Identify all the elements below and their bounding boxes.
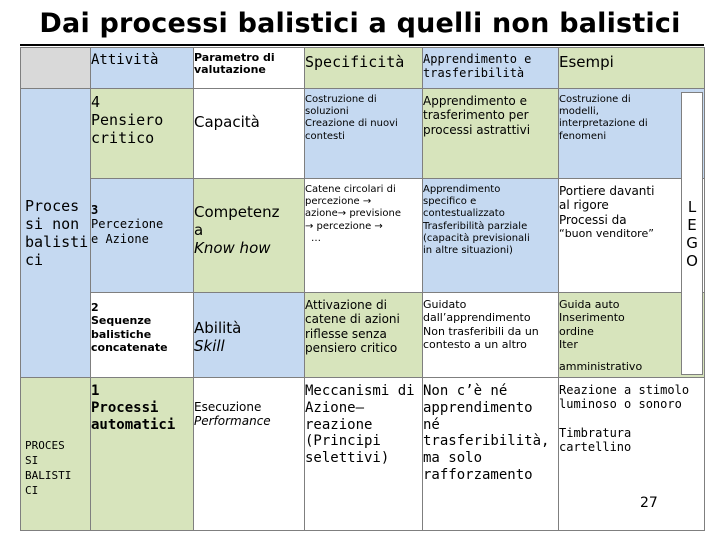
cell-line: Creazione di nuovi	[305, 118, 398, 130]
cell-line: reazione	[305, 416, 373, 433]
cell-line: cartellino	[559, 440, 632, 455]
cell-line	[559, 412, 704, 426]
cell-specificita	[305, 179, 423, 293]
cell-line: interpretazione di	[559, 118, 648, 130]
category-line: ci	[25, 251, 44, 269]
cell-line: Reazione a stimolo	[559, 383, 690, 397]
header-row	[21, 48, 705, 89]
cell-line: Apprendimento e	[423, 94, 527, 108]
category-line: PROCES	[25, 439, 65, 453]
cell-line: Portiere davanti	[559, 184, 655, 198]
cell-line: a	[194, 221, 204, 239]
cell-line: modelli,	[559, 106, 599, 118]
cell-line: in altre situazioni)	[423, 244, 513, 256]
cell-apprendimento	[423, 378, 559, 531]
cell-line: Percezione	[91, 217, 164, 232]
lego-letter: E	[687, 215, 697, 234]
cell-line: Abilità	[194, 319, 242, 337]
cell-line: Catene circolari di	[305, 184, 396, 195]
header-specificita-label: Specificità	[305, 53, 405, 71]
cell-line: critico	[91, 129, 155, 147]
cell-line: contestualizzato	[423, 208, 505, 220]
category-line: CI	[25, 483, 39, 497]
category-line: BALISTI	[25, 469, 72, 482]
cell-line: riflesse senza	[305, 326, 387, 341]
cell-line: rafforzamento	[423, 466, 533, 483]
cell-line: (Principi	[305, 433, 381, 450]
header-parametro-label: Parametro di valutazione	[194, 51, 275, 77]
cell-line: 3	[91, 203, 99, 217]
cell-line: ordine	[559, 324, 594, 338]
cell-line: (capacità previsionali	[423, 232, 530, 244]
header-attivita	[91, 48, 194, 89]
cell-line: Non trasferibili da un	[423, 324, 539, 338]
cell-line: Iter	[559, 338, 578, 352]
cell-apprendimento	[423, 179, 559, 293]
table-row	[21, 89, 705, 179]
cell-line: Meccanismi di	[305, 383, 415, 399]
cell-line: Pensiero	[91, 111, 164, 129]
slide-title: Dai processi balistici a quelli non balistici	[39, 8, 681, 39]
cell-line: concatenate	[91, 341, 168, 355]
cell-line: Trasferibilità parziale	[423, 220, 528, 232]
cell-line: Processi da	[559, 212, 627, 227]
cell-attivita	[91, 293, 194, 378]
header-corner	[21, 48, 91, 89]
cell-line: Skill	[194, 337, 225, 355]
cell-line: 4	[91, 93, 101, 111]
cell-line: Know how	[194, 239, 271, 257]
cell-line: azione→ previsione	[305, 208, 402, 220]
cell-parametro	[194, 179, 305, 293]
comparison-table	[20, 47, 705, 531]
lego-letter: O	[686, 251, 698, 270]
cell-line: selettivi)	[305, 450, 390, 467]
cell-line: automatici	[91, 416, 176, 433]
cell-line: balistiche	[91, 327, 152, 341]
cell-line: → percezione →	[305, 220, 383, 232]
cell-line: Azione–	[305, 399, 365, 416]
cell-line: luminoso o sonoro	[559, 397, 682, 412]
cell-line: Capacità	[194, 113, 260, 131]
cell-line: Attivazione di	[305, 298, 387, 312]
header-specificita	[305, 48, 423, 89]
cell-line: specifico e	[423, 196, 477, 208]
category-line: Proces	[25, 197, 80, 215]
cell-line: e Azione	[91, 231, 149, 246]
cell-line: Sequenze	[91, 314, 152, 328]
cell-line: al rigore	[559, 198, 609, 213]
cell-line: trasferimento per	[423, 108, 529, 123]
cell-specificita	[305, 378, 423, 531]
lego-letter: L	[687, 197, 697, 216]
cell-line: soluzioni	[305, 106, 349, 118]
cell-apprendimento	[423, 89, 559, 179]
cell-line: pensiero critico	[305, 341, 398, 356]
category-line: si non	[25, 215, 80, 233]
cell-line: processi astrattivi	[423, 122, 531, 137]
lego-label	[681, 92, 703, 375]
cell-specificita	[305, 293, 423, 378]
title-underline	[20, 44, 704, 46]
cell-line: Non c’è né	[423, 383, 508, 399]
page-number: 27	[640, 495, 658, 511]
cell-line: Apprendimento	[423, 184, 501, 195]
cell-line: Esecuzione	[194, 400, 262, 414]
cell-apprendimento	[423, 293, 559, 378]
header-apprendimento-label: Apprendimento e trasferibilità	[423, 52, 532, 81]
cell-line: Guida auto	[559, 298, 620, 311]
cell-attivita	[91, 378, 194, 531]
cell-line: Processi	[91, 399, 159, 416]
header-esempi	[559, 48, 705, 89]
category-line: SI	[25, 454, 39, 468]
header-esempi-label: Esempi	[559, 53, 614, 71]
cell-line: “buon venditore”	[559, 227, 654, 241]
table-row	[21, 293, 705, 378]
cell-line: fenomeni	[559, 130, 607, 142]
cell-line: Costruzione di	[305, 94, 377, 105]
cell-line: contesti	[305, 130, 345, 142]
cell-line: Inserimento	[559, 311, 625, 325]
cell-line: apprendimento	[423, 399, 533, 416]
table-row	[21, 179, 705, 293]
cell-line: …	[311, 232, 321, 244]
cell-line: Guidato	[423, 298, 467, 311]
cell-parametro	[194, 293, 305, 378]
cell-line: Performance	[194, 414, 271, 429]
category-line: balisti	[25, 233, 89, 251]
header-attivita-label: Attività	[91, 52, 159, 68]
cell-line: contesto a un altro	[423, 338, 527, 352]
header-parametro	[194, 48, 305, 89]
cell-esempi	[559, 378, 705, 531]
table-row	[21, 378, 705, 531]
cell-attivita	[91, 179, 194, 293]
cell-attivita	[91, 89, 194, 179]
header-apprendimento	[423, 48, 559, 89]
lego-letter: G	[686, 233, 698, 252]
cell-line: ma solo	[423, 450, 483, 467]
cell-line: Competenz	[194, 203, 280, 221]
cell-line: 2	[91, 301, 99, 314]
cell-parametro	[194, 89, 305, 179]
cell-line: dall’apprendimento	[423, 311, 531, 325]
cell-line: percezione →	[305, 196, 372, 208]
cell-line: né trasferibilità,	[423, 416, 550, 450]
category-non-balistici	[21, 89, 91, 378]
cell-line: 1	[91, 383, 100, 399]
cell-line: catene di azioni	[305, 312, 400, 327]
cell-line: Timbratura	[559, 425, 632, 440]
cell-line: amministrativo	[559, 359, 643, 373]
cell-specificita	[305, 89, 423, 179]
cell-line: Costruzione di	[559, 94, 631, 105]
category-balistici	[21, 378, 91, 531]
cell-parametro	[194, 378, 305, 531]
